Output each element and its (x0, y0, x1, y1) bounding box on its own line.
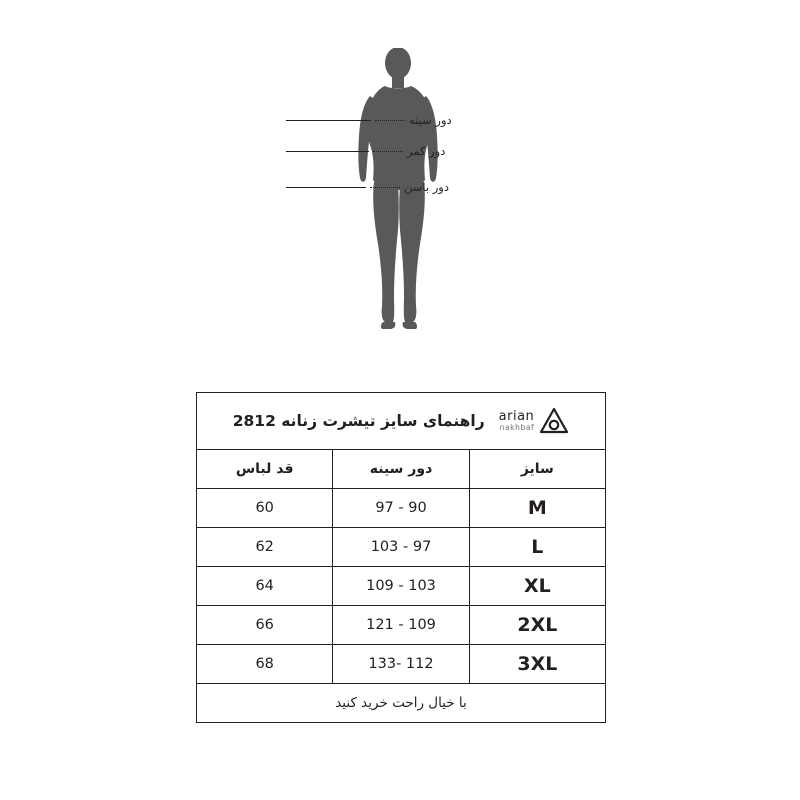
callout-hip-line (286, 187, 366, 188)
cell-size: XL (469, 567, 605, 606)
column-header-length: قد لباس (197, 450, 333, 489)
cell-length: 60 (197, 489, 333, 528)
column-header-bust: دور سینه (333, 450, 469, 489)
cell-size: 2XL (469, 606, 605, 645)
callout-hip (286, 180, 449, 194)
page-title: راهنمای سایز تیشرت زنانه 2812 (232, 412, 485, 430)
brand-logo (499, 407, 570, 435)
callout-bust-dots (375, 120, 405, 121)
callout-waist (286, 144, 445, 158)
cell-size: M (469, 489, 605, 528)
callout-hip-dots (370, 187, 400, 188)
column-header-size: سایز (469, 450, 605, 489)
table-footer-note: با خیال راحت خرید کنید (197, 684, 606, 723)
brand-name: arian (498, 409, 535, 425)
cell-bust: 90 - 97 (333, 489, 469, 528)
table-row (197, 645, 606, 684)
callout-bust (286, 113, 452, 127)
cell-bust: 109 - 121 (333, 606, 469, 645)
brand-subtitle: nakhbaf (499, 423, 535, 433)
callout-bust-label: دور سینه (409, 113, 452, 127)
table-title-cell (197, 393, 606, 450)
cell-length: 68 (197, 645, 333, 684)
mannequin-illustration (330, 48, 490, 342)
callout-hip-label: دور باسن (404, 180, 449, 194)
size-chart-figure (0, 0, 800, 385)
table-row (197, 606, 606, 645)
cell-size: L (469, 528, 605, 567)
cell-size: 3XL (469, 645, 605, 684)
callout-waist-line (286, 151, 369, 152)
callout-waist-label: دور کمر (407, 144, 446, 158)
cell-length: 64 (197, 567, 333, 606)
callout-bust-line (286, 120, 371, 121)
table-footer-row (197, 684, 606, 723)
callout-waist-dots (373, 151, 403, 152)
triangle-a-icon (539, 407, 569, 435)
cell-bust: 112 -133 (333, 645, 469, 684)
table-row (197, 528, 606, 567)
table-row (197, 489, 606, 528)
cell-bust: 103 - 109 (333, 567, 469, 606)
cell-length: 66 (197, 606, 333, 645)
table-header-row (197, 450, 606, 489)
table-title-row (197, 393, 606, 450)
size-chart-table (196, 392, 606, 723)
cell-length: 62 (197, 528, 333, 567)
table-row (197, 567, 606, 606)
cell-bust: 97 - 103 (333, 528, 469, 567)
